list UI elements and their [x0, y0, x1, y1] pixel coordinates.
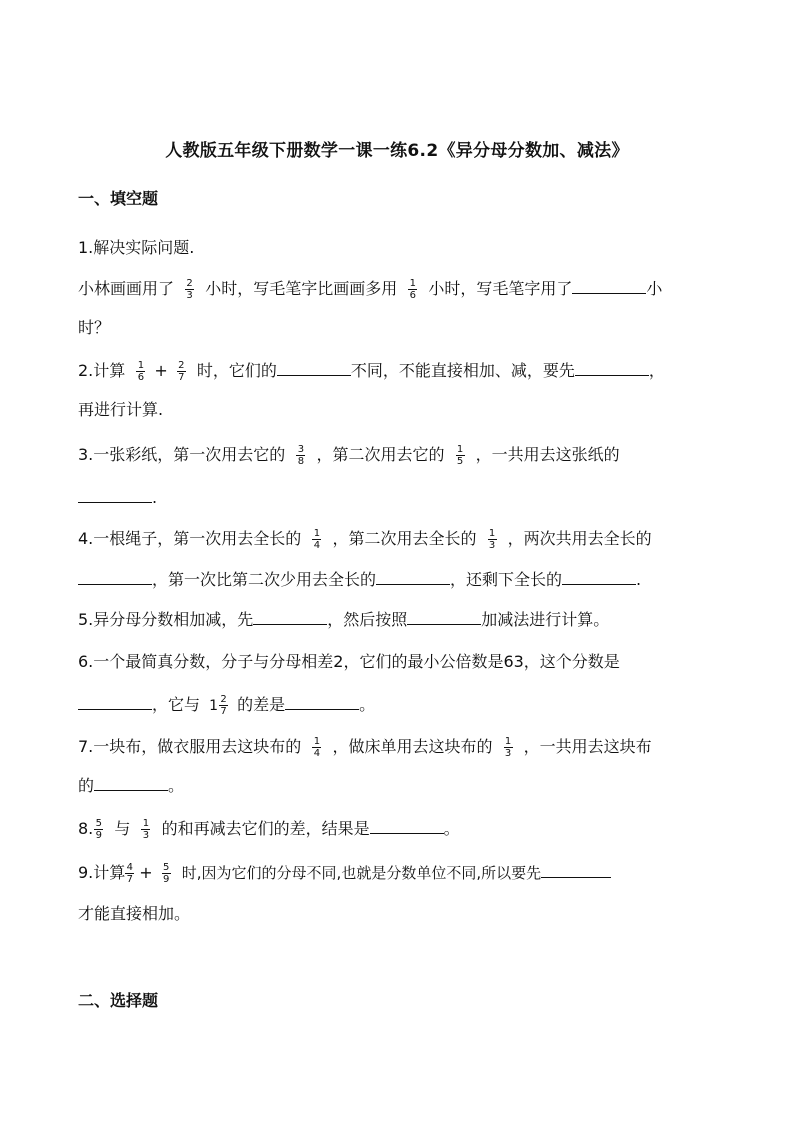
answer-blank[interactable] — [370, 819, 444, 834]
answer-blank[interactable] — [94, 776, 168, 791]
question-6-line-2: ，它与 1 $\frac{2}{7}$ 的差是 。 — [78, 694, 375, 717]
question-9-line-2: 才能直接相加。 — [78, 904, 191, 923]
question-6-line-1: 6.一个最简真分数，分子与分母相差2，它们的最小公倍数是63，这个分数是 — [78, 652, 620, 671]
answer-blank[interactable] — [572, 279, 646, 294]
question-7-line-1: 7.一块布，做衣服用去这块布的 $\frac{1}{4}$ ，做床单用去这块布的 $\frac{1}{3}$ ，一共用去这块布 — [78, 736, 652, 759]
question-1-line-3: 时？ — [78, 318, 111, 337]
fraction: $\frac{2}{7}$ — [178, 360, 185, 383]
question-4-line-2: ，第一次比第二次少用去全长的 ，还剩下全长的 . — [78, 570, 641, 590]
mixed-number: 1 $\frac{2}{7}$ — [209, 694, 227, 717]
fraction: $\frac{1}{3}$ — [142, 818, 150, 841]
answer-blank[interactable] — [277, 361, 351, 376]
page-title: 人教版五年级下册数学一课一练6.2《异分母分数加、减法》 — [165, 141, 629, 161]
question-3-line-1: 3.一张彩纸，第一次用去它的 $\frac{3}{8}$ ，第二次用去它的 $\frac{1}{5}$ ，一共用去这张纸的 — [78, 444, 620, 467]
fraction: $\frac{2}{3}$ — [186, 278, 193, 301]
answer-blank[interactable] — [78, 695, 152, 710]
answer-blank[interactable] — [78, 488, 152, 503]
fraction: $\frac{1}{6}$ — [409, 278, 416, 301]
fraction: $\frac{5}{9}$ — [163, 862, 170, 885]
answer-blank[interactable] — [562, 570, 636, 585]
answer-blank[interactable] — [285, 695, 359, 710]
question-2-line-2: 再进行计算. — [78, 400, 164, 419]
question-8: 8. $\frac{5}{9}$ 与 $\frac{1}{3}$ 的和再减去它们的差，结果是 。 — [78, 818, 460, 841]
question-5: 5.异分母分数相加减，先 ，然后按照 加减法进行计算。 — [78, 610, 610, 629]
fraction: $\frac{1}{4}$ — [313, 736, 321, 759]
fraction: $\frac{4}{7}$ — [126, 862, 133, 885]
fraction: $\frac{1}{6}$ — [137, 360, 145, 383]
fraction: $\frac{3}{8}$ — [297, 444, 305, 467]
question-2-line-1: 2.计算 $\frac{1}{6}$ + $\frac{2}{7}$ 时，它们的 不同，不能直接相加、减，要先 ， — [78, 360, 665, 383]
question-7-line-2: 的 。 — [78, 776, 185, 795]
question-1-line-1: 1.解决实际问题. — [78, 238, 195, 257]
section-heading-multiple-choice: 二、选择题 — [78, 991, 159, 1010]
answer-blank[interactable] — [376, 570, 450, 585]
section-heading-fill-blank: 一、填空题 — [78, 189, 159, 208]
answer-blank[interactable] — [407, 610, 481, 625]
question-3-line-2: . — [78, 488, 157, 508]
answer-blank[interactable] — [541, 863, 611, 878]
fraction: $\frac{1}{4}$ — [313, 528, 321, 551]
question-1-line-2: 小林画画用了 $\frac{2}{3}$ 小时，写毛笔字比画画多用 $\frac{1}{6}$ 小时，写毛笔字用了 小 — [78, 278, 663, 301]
answer-blank[interactable] — [253, 610, 327, 625]
question-9-line-1: 9.计算 $\frac{4}{7}$ + $\frac{5}{9}$ 时,因为它们的分母不同,也就是分数单位不同,所以要先 — [78, 862, 611, 885]
answer-blank[interactable] — [78, 570, 152, 585]
fraction: $\frac{1}{3}$ — [488, 528, 496, 551]
fraction: $\frac{1}{3}$ — [504, 736, 512, 759]
fraction: $\frac{1}{5}$ — [456, 444, 464, 467]
answer-blank[interactable] — [575, 361, 649, 376]
fraction: $\frac{5}{9}$ — [95, 818, 102, 841]
question-4-line-1: 4.一根绳子，第一次用去全长的 $\frac{1}{4}$ ，第二次用去全长的 $\frac{1}{3}$ ，两次共用去全长的 — [78, 528, 652, 551]
